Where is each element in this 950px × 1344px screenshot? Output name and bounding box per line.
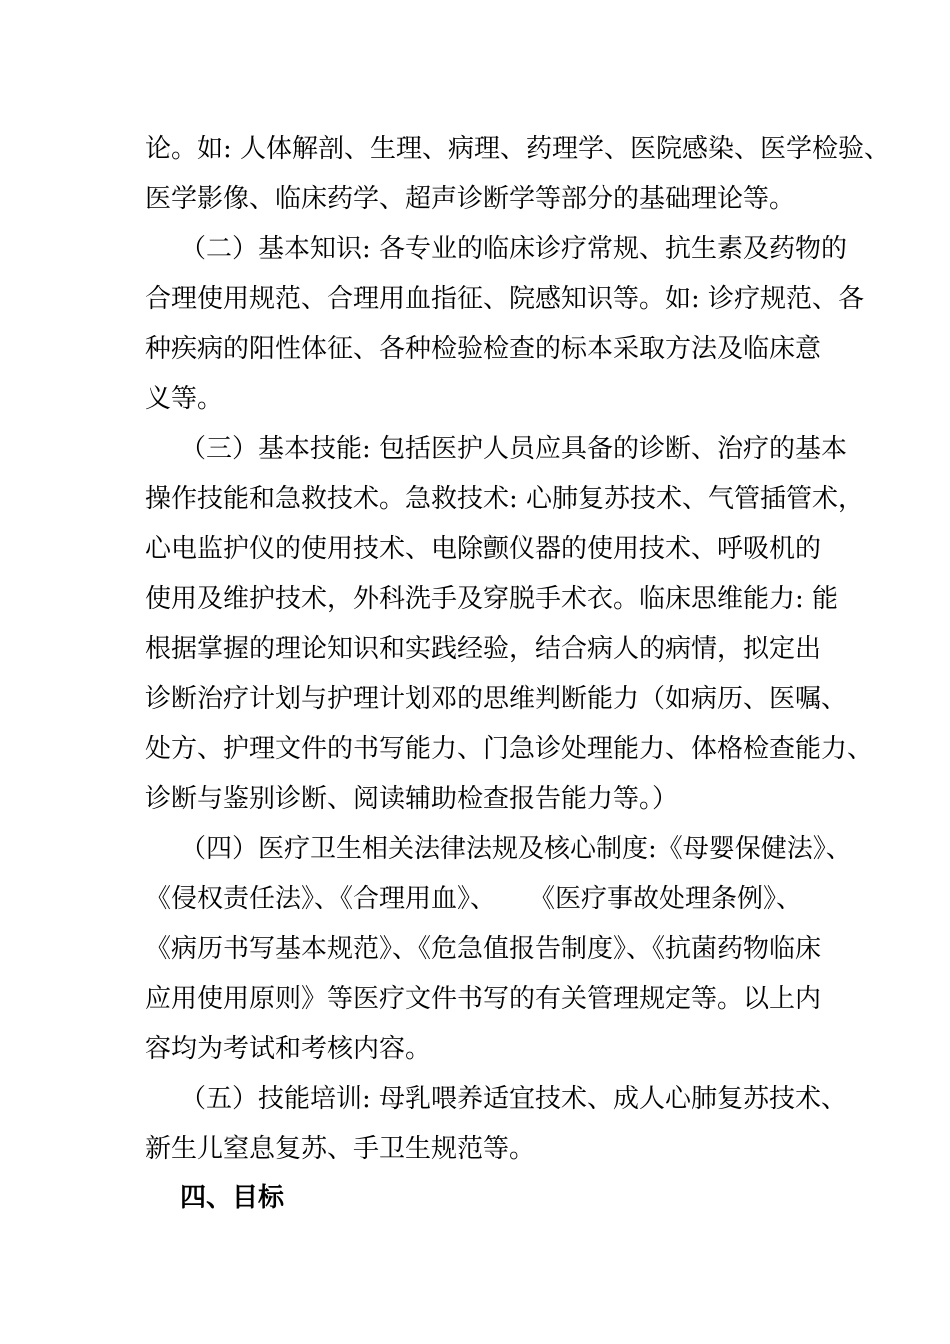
body-text-line: 诊断治疗计划与护理计划邓的思维判断能力（如病历、医嘱、: [145, 684, 848, 714]
section-4-text: （四）医疗卫生相关法律法规及核心制度:《母婴保健法》、: [180, 834, 852, 864]
section-2-text: （二）基本知识: 各专业的临床诊疗常规、抗生素及药物的: [180, 234, 848, 264]
body-text-line: 医学影像、临床药学、超声诊断学等部分的基础理论等。: [145, 184, 796, 214]
body-text-line: 义等。: [145, 384, 224, 414]
body-text-line: 论。如: 人体解剖、生理、病理、药理学、医院感染、医学检验、: [145, 134, 891, 164]
body-text-line: 使用及维护技术，外科洗手及穿脱手术衣。临床思维能力: 能: [145, 584, 839, 614]
body-text-line: 容均为考试和考核内容。: [145, 1034, 432, 1064]
body-text-line: 应用使用原则》等医疗文件书写的有关管理规定等。以上内: [145, 984, 822, 1014]
body-text-line: 《侵权责任法》、《合理用血》、 《医疗事故处理条例》、: [145, 884, 803, 914]
body-text-line: 种疾病的阳性体征、各种检验检查的标本采取方法及临床意: [145, 334, 822, 364]
body-text-line: 新生儿窒息复苏、手卫生规范等。: [145, 1134, 536, 1164]
body-text-line: 诊断与鉴别诊断、阅读辅助检查报告能力等。）: [145, 784, 679, 814]
section-3-text: （三）基本技能: 包括医护人员应具备的诊断、治疗的基本: [180, 434, 848, 464]
body-text-line: 操作技能和急救技术。急救技术: 心肺复苏技术、气管插管术，: [145, 484, 865, 514]
body-text-line: 心电监护仪的使用技术、电除颤仪器的使用技术、呼吸机的: [145, 534, 822, 564]
body-text-line: 《病历书写基本规范》、《危急值报告制度》、《抗菌药物临床: [145, 934, 822, 964]
section-heading: 四、目标: [180, 1183, 285, 1213]
section-5-text: （五）技能培训: 母乳喂养适宜技术、成人心肺复苏技术、: [180, 1084, 848, 1114]
body-text-line: 根据掌握的理论知识和实践经验，结合病人的病情，拟定出: [145, 634, 822, 664]
body-text-line: 合理使用规范、合理用血指征、院感知识等。如: 诊疗规范、各: [145, 284, 865, 314]
body-text-line: 处方、护理文件的书写能力、门急诊处理能力、体格检查能力、: [145, 734, 874, 764]
